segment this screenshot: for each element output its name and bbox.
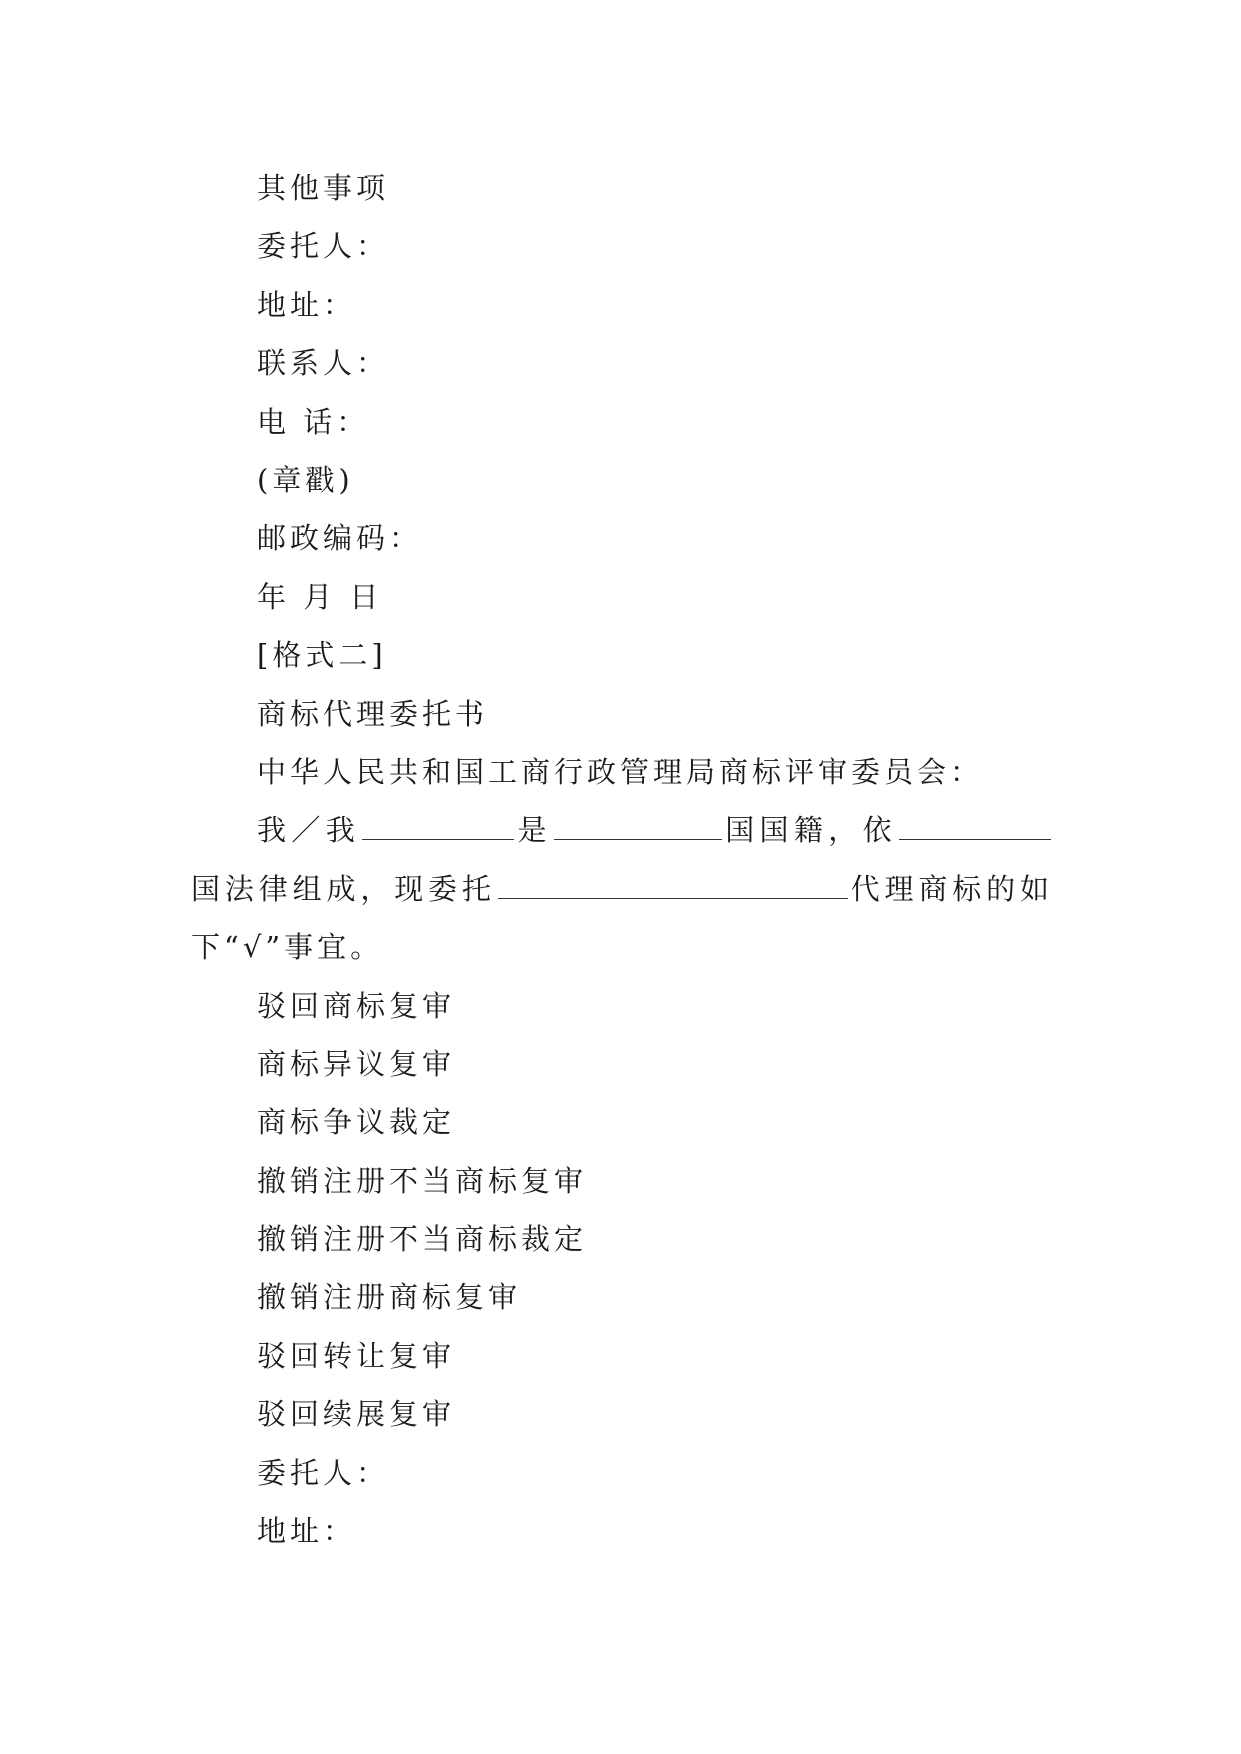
text-line: 委托人： [257, 229, 390, 264]
blank-name-field[interactable] [362, 817, 514, 840]
document-title: 商标代理委托书 [257, 696, 489, 731]
text-line: 邮政编码： [257, 521, 423, 556]
text-line: 联系人： [257, 346, 390, 381]
paragraph-text: 国国籍，依 [723, 813, 897, 848]
addressee-line: 中华人民共和国工商行政管理局商标评审委员会： [257, 754, 984, 789]
document-body [191, 159, 1053, 1560]
matter-item: 驳回商标复审 [257, 988, 456, 1023]
matter-item: 驳回续展复审 [257, 1397, 456, 1432]
text-line: 地址： [257, 1514, 357, 1549]
text-line: 年 月 日 [257, 579, 383, 614]
text-line: 地址： [257, 287, 357, 322]
matter-item: 撤销注册不当商标复审 [257, 1163, 588, 1198]
blank-nationality-field[interactable] [554, 817, 722, 840]
paragraph-text: 我／我 [257, 813, 361, 848]
paragraph-text: 是 [516, 813, 552, 848]
matter-item: 商标异议复审 [257, 1046, 456, 1081]
blank-agent-field[interactable] [498, 876, 848, 899]
matter-item: 驳回转让复审 [257, 1338, 456, 1373]
blank-law-country-field[interactable] [899, 817, 1051, 840]
text-line: 其他事项 [257, 171, 390, 205]
entrustment-paragraph [191, 801, 1053, 976]
paragraph-text: 代理商标的如下“√”事宜。 [191, 871, 1053, 965]
text-line: 电 话： [257, 404, 370, 439]
matter-item: 商标争议裁定 [257, 1105, 456, 1140]
text-line: 委托人： [257, 1455, 390, 1490]
matter-item: 撤销注册商标复审 [257, 1280, 522, 1315]
format-label: [格式二] [257, 638, 387, 673]
paragraph-text: 国法律组成，现委托 [191, 871, 496, 906]
matter-item: 撤销注册不当商标裁定 [257, 1222, 588, 1257]
text-line: (章戳) [257, 462, 354, 497]
